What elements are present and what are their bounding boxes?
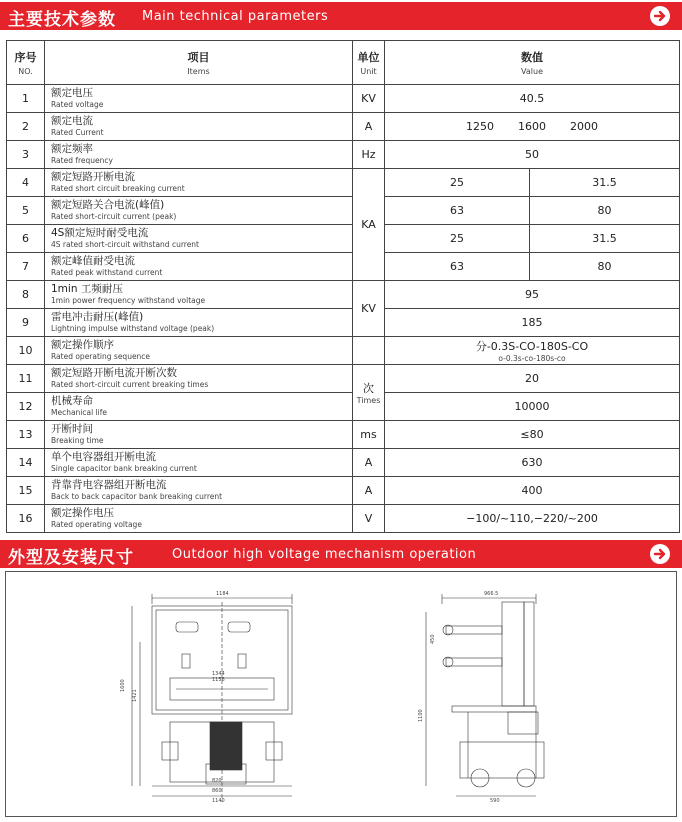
- table-row: 16 额定操作电压 Rated operating voltage V −100/~110,−220/~200: [7, 505, 680, 533]
- parameters-table: [6, 40, 680, 533]
- dim-front-820: 820: [212, 778, 222, 784]
- section-title-zh: 主要技术参数: [8, 10, 116, 30]
- side-view-drawing: [426, 594, 544, 796]
- front-view-drawing: [132, 594, 292, 802]
- col-header-value: 数值 Value: [385, 41, 680, 85]
- table-row: 1 额定电压 Rated voltage KV 40.5: [7, 85, 680, 113]
- arrow-right-icon[interactable]: [650, 544, 670, 564]
- dim-side-450: 450: [430, 634, 436, 644]
- table-row: 10 额定操作顺序 Rated operating sequence 分-0.3S-CO-180S-CO o-0.3s-co-180s-co: [7, 337, 680, 365]
- section-header-dimensions: [0, 540, 682, 568]
- dim-side-top: 966.5: [484, 591, 499, 597]
- section-title-en: Outdoor high voltage mechanism operation: [172, 547, 477, 562]
- dim-front-height2: 1421: [132, 689, 138, 702]
- dim-front-860: 860: [212, 788, 222, 794]
- table-row: 9 雷电冲击耐压(峰值) Lightning impulse withstand voltage (peak) 185: [7, 309, 680, 337]
- table-row: 12 机械寿命 Mechanical life 10000: [7, 393, 680, 421]
- dim-side-height: 1100: [418, 709, 424, 722]
- table-row: 14 单个电容器组开断电流 Single capacitor bank breaking current A 630: [7, 449, 680, 477]
- table-row: 8 1min 工频耐压 1min power frequency withstand voltage KV 95: [7, 281, 680, 309]
- section-title-en: Main technical parameters: [142, 9, 329, 24]
- section-title-zh: 外型及安装尺寸: [8, 548, 134, 568]
- dimension-drawing: [5, 571, 677, 817]
- table-row: 2 额定电流 Rated Current A 1250 1600 2000: [7, 113, 680, 141]
- table-row: 6 4S额定短时耐受电流 4S rated short-circuit withstand current 25 31.5: [7, 225, 680, 253]
- dim-front-1140: 1140: [212, 798, 225, 804]
- col-header-item: 项目 Items: [45, 41, 353, 85]
- dimension-drawing-svg: [6, 572, 678, 818]
- table-row: 11 额定短路开断电流开断次数 Rated short-circuit current breaking times 次 Times 20: [7, 365, 680, 393]
- table-row: 7 额定峰值耐受电流 Rated peak withstand current 63 80: [7, 253, 680, 281]
- arrow-right-icon[interactable]: [650, 6, 670, 26]
- table-row: 15 背靠背电容器组开断电流 Back to back capacitor bank breaking current A 400: [7, 477, 680, 505]
- dim-front-1156: 1156: [212, 677, 225, 683]
- table-row: 4 额定短路开断电流 Rated short circuit breaking current KA 25 31.5: [7, 169, 680, 197]
- dim-side-590: 590: [490, 798, 500, 804]
- table-row: 3 额定频率 Rated frequency Hz 50: [7, 141, 680, 169]
- dim-front-height: 1600: [120, 679, 126, 692]
- col-header-no: 序号 NO.: [7, 41, 45, 85]
- table-row: 5 额定短路关合电流(峰值) Rated short-circuit current (peak) 63 80: [7, 197, 680, 225]
- col-header-unit: 单位 Unit: [353, 41, 385, 85]
- table-row: 13 开断时间 Breaking time ms ≤80: [7, 421, 680, 449]
- dim-front-top: 1184: [216, 591, 229, 597]
- section-header-parameters: [0, 2, 682, 30]
- dim-front-1344: 1344: [212, 671, 225, 677]
